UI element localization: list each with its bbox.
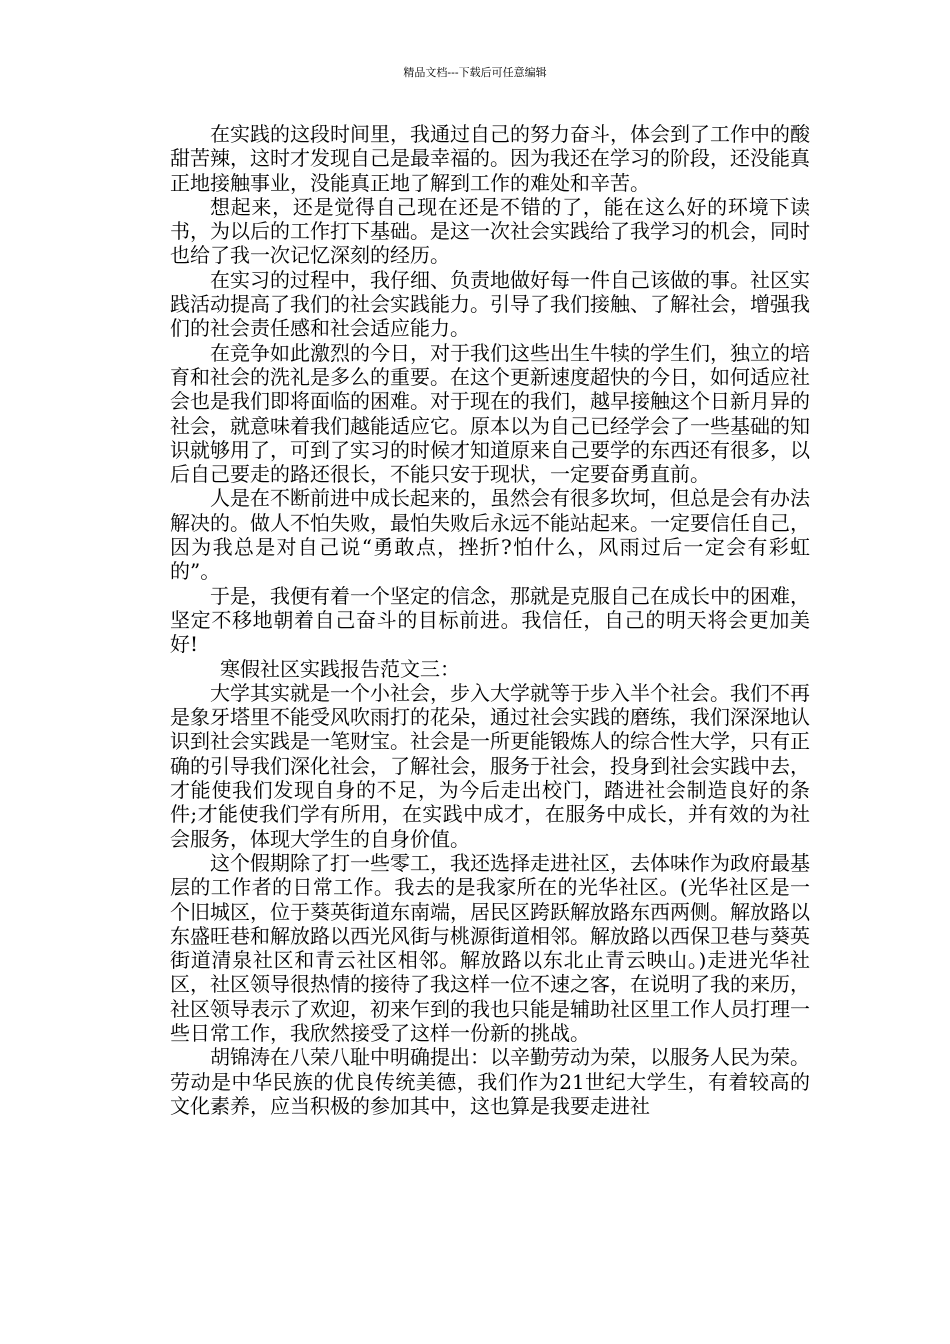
paragraph-7: 大学其实就是一个小社会，步入大学就等于步入半个社会。我们不再是象牙塔里不能受风吹雨打的花朵，通过社会实践的磨练，我们深深地认识到社会实践是一笔财宝。社会是一所更能锻炼人的综合性大学，只有正确的引导我们深化社会，了解社会，服务于社会，投身到社会实践中去，才能使我们发现自身的不足，为今后走出校门，踏进社会制造良好的条件;才能使我们学有所用，在实践中成才，在服务中成长，并有效的为社会服务，体现大学生的自身价值。 (170, 680, 810, 851)
paragraph-9: 胡锦涛在八荣八耻中明确提出：以辛勤劳动为荣，以服务人民为荣。劳动是中华民族的优良传统美德，我们作为21世纪大学生，有着较高的文化素养，应当积极的参加其中，这也算是我要走进社 (170, 1045, 810, 1118)
paragraph-2: 想起来，还是觉得自己现在还是不错的了，能在这么好的环境下读书，为以后的工作打下基础。是这一次社会实践给了我学习的机会，同时也给了我一次记忆深刻的经历。 (170, 194, 810, 268)
page-header: 精品文档---下载后可任意编辑 (403, 66, 547, 79)
paragraph-1: 在实践的这段时间里，我通过自己的努力奋斗，体会到了工作中的酸甜苦辣，这时才发现自己是最幸福的。因为我还在学习的阶段，还没能真正地接触事业，没能真正地了解到工作的难处和辛苦。 (170, 122, 810, 195)
paragraph-4: 在竞争如此激烈的今日，对于我们这些出生牛犊的学生们，独立的培育和社会的洗礼是多么的重要。在这个更新速度超快的今日，如何适应社会也是我们即将面临的困难。对于现在的我们，越早接触这个日新月异的社会，就意味着我们越能适应它。原本以为自己已经学会了一些基础的知识就够用了，可到了实习的时候才知道原来自己要学的东西还有很多，以后自己要走的路还很长，不能只安于现状，一定要奋勇直前。 (170, 340, 810, 487)
paragraph-5: 人是在不断前进中成长起来的，虽然会有很多坎坷，但总是会有办法解决的。做人不怕失败，最怕失败后永远不能站起来。一定要信任自己，因为我总是对自己说“勇敢点，挫折?怕什么，风雨过后一定会有彩虹的”。 (170, 486, 810, 584)
document-body (170, 122, 810, 1118)
paragraph-6: 于是，我便有着一个坚定的信念，那就是克服自己在成长中的困难，坚定不移地朝着自己奋斗的目标前进。我信任，自己的明天将会更加美好! (170, 583, 810, 657)
section-heading: 寒假社区实践报告范文三： (220, 656, 460, 681)
paragraph-3: 在实习的过程中，我仔细、负责地做好每一件自己该做的事。社区实践活动提高了我们的社会实践能力。引导了我们接触、了解社会，增强我们的社会责任感和社会适应能力。 (170, 267, 810, 341)
paragraph-8: 这个假期除了打一些零工，我还选择走进社区，去体味作为政府最基层的工作者的日常工作。我去的是我家所在的光华社区。(光华社区是一个旧城区，位于葵英街道东南端，居民区跨跃解放路东西两侧。解放路以东盛旺巷和解放路以西光风街与桃源街道相邻。解放路以西保卫巷与葵英街道清泉社区和青云社区相邻。解放路以东北止青云映山。)走进光华社区，社区领导很热情的接待了我这样一位不速之客，在说明了我的来历，社区领导表示了欢迎，初来乍到的我也只能是辅助社区里工作人员打理一些日常工作，我欣然接受了这样一份新的挑战。 (170, 850, 810, 1045)
